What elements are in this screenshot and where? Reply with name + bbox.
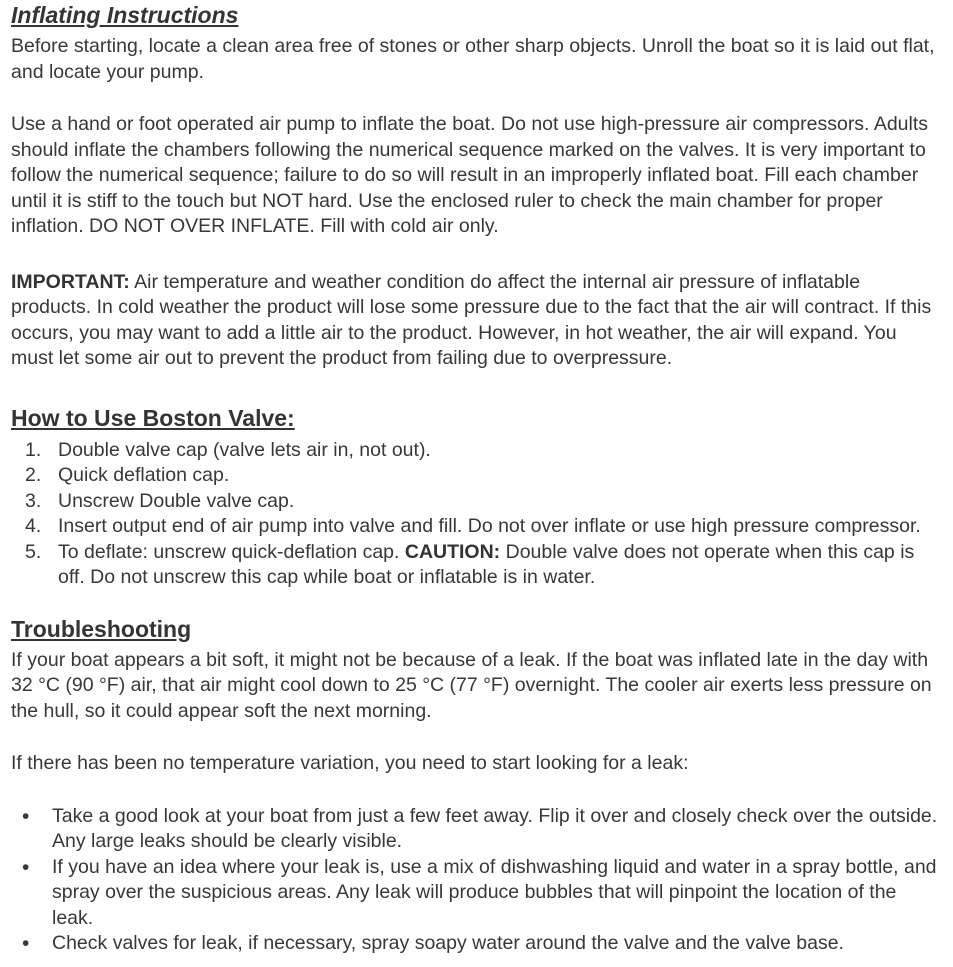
step5-pre-text: To deflate: unscrew quick-deflation cap. — [58, 540, 405, 563]
inflating-paragraph-important — [11, 270, 942, 372]
important-text: Air temperature and weather condition do affect the internal air pressure of inflatable products. In cold weather the product will lose some pressure due to the fact that the air will contract. If this occurs, you may want to add a little air to the product. However, in hot weather, the air will expand. You must let some air out to prevent the product from failing due to overpressure. — [11, 270, 932, 369]
boston-valve-heading: How to Use Boston Valve: — [11, 404, 295, 431]
troubleshooting-paragraph-leak-intro: If there has been no temperature variation, you need to start looking for a leak: — [11, 752, 689, 774]
inflating-instructions-heading: Inflating Instructions — [11, 2, 239, 28]
leak-check-item: • Take a good look at your boat from just a few feet away. Flip it over and closely check over the outside. Any large leaks should be clearly visible. — [52, 804, 942, 855]
troubleshooting-heading: Troubleshooting — [11, 615, 192, 642]
boston-valve-step — [58, 540, 942, 591]
caution-label: CAUTION: — [404, 540, 501, 563]
boston-valve-step: Quick deflation cap. — [58, 464, 230, 486]
section-boston-valve — [11, 405, 942, 591]
leak-check-item: • Check valves for leak, if necessary, spray soapy water around the valve and the valve base. — [52, 931, 942, 957]
important-label: IMPORTANT: — [11, 270, 130, 293]
inflating-paragraph-pump: Use a hand or foot operated air pump to inflate the boat. Do not use high-pressure air compressors. Adults should inflate the chambers following the numerical sequence marked on the valves. It is very important to follow the numerical sequence; failure to do so will result in an improperly inflated boat. Fill each chamber until it is stiff to the touch but NOT hard. Use the enclosed ruler to check the main chamber for proper inflation. DO NOT OVER INFLATE. Fill with cold air only. — [11, 113, 929, 237]
section-troubleshooting — [11, 616, 942, 957]
leak-check-item: • If you have an idea where your leak is, use a mix of dishwashing liquid and water in a spray bottle, and spray over the suspicious areas. Any leak will produce bubbles that will pinpoint the location of the leak. — [52, 855, 942, 932]
inflating-paragraph-prepare: Before starting, locate a clean area free of stones or other sharp objects. Unroll the boat so it is laid out flat, and locate your pump. — [11, 35, 935, 83]
step5-post-text: Double valve does not operate when this cap is off. Do not unscrew this cap while boat or inflatable is in water. — [58, 540, 915, 588]
troubleshooting-paragraph-temperature: If your boat appears a bit soft, it might not be because of a leak. If the boat was inflated late in the day with 32 °C (90 °F) air, that air might cool down to 25 °C (77 °F) overnight. The cooler air exerts less pressure on the hull, so it could appear soft the next morning. — [11, 648, 932, 722]
section-inflating-instructions — [11, 2, 942, 372]
boston-valve-step: Double valve cap (valve lets air in, not out). — [58, 438, 431, 461]
boston-valve-step: Insert output end of air pump into valve and fill. Do not over inflate or use high pressure compressor. — [58, 515, 921, 537]
boston-valve-step: Unscrew Double valve cap. — [58, 489, 295, 512]
boston-valve-steps — [11, 438, 942, 591]
leak-check-list — [11, 804, 942, 957]
